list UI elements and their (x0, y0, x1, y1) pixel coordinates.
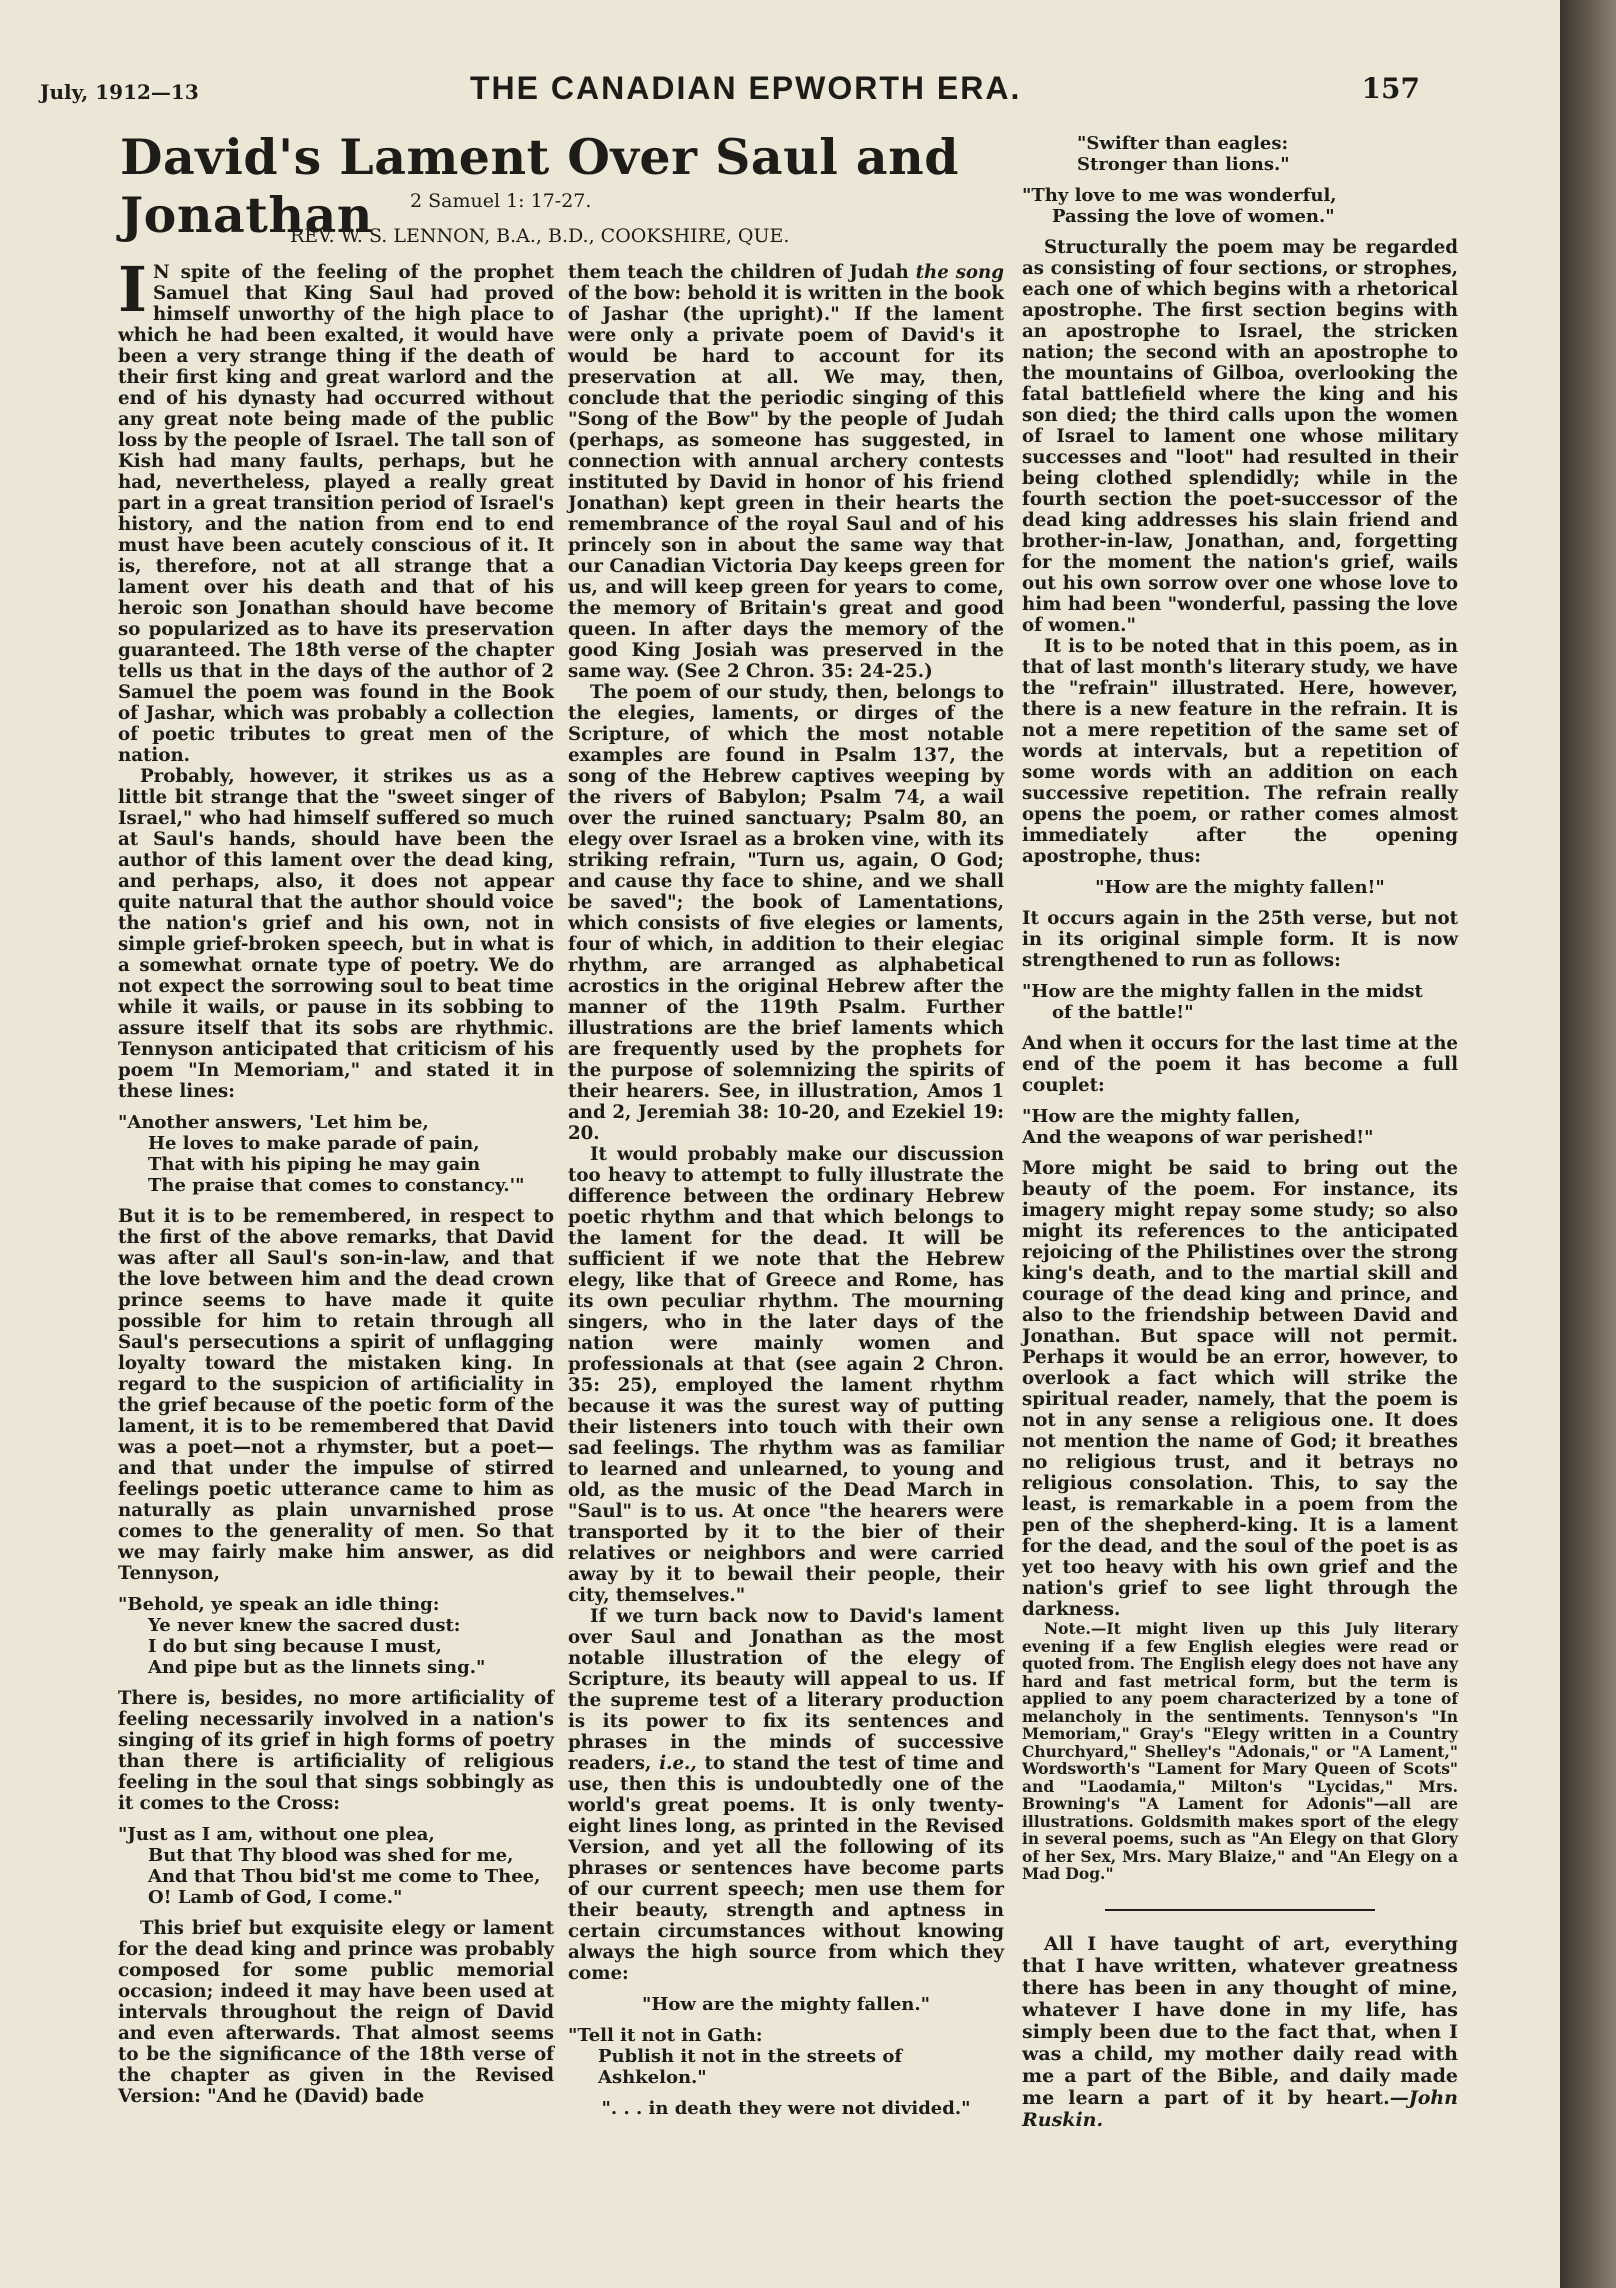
verse-quote: "Another answers, 'Let him be, He loves to make parade of pain, That with his piping he may gain The praise that comes to constancy.'" (118, 1112, 525, 1196)
column-3 (1022, 133, 1458, 2131)
ruskin-quote: All I have taught of art, everything that I have written, whatever greatness there has been in any thought of mine, whatever I have done in my life, has simply been due to the fact that, when I was a child, my mother daily read with me a part of the Bible, and daily made me learn a part of it by heart.—John Ruskin. (1022, 1932, 1458, 2131)
paragraph: It is to be noted that in this poem, as in that of last month's literary study, we have the "refrain" illustrated. Here, however, there is a new feature in the refrain. It is not a mere repetition of the same set of words at intervals, but a repetition of some words with an addition on each successive repetition. The refrain really opens the poem, or rather comes almost immediately after the opening apostrophe, thus: (1022, 636, 1458, 867)
editorial-note: Note.—It might liven up this July literary evening if a few English elegies were read or quoted from. The English elegy does not have any hard and fast metrical form, but the term is applied to any poem characterized by a tone of melancholy in the sentiments. Tennyson's "In Memoriam," Gray's "Elegy written in a Country Churchyard," Shelley's "Adonais," or "A Lament," Wordsworth's "Lament for Mary Queen of Scots" and "Laodamia," Milton's "Lycidas," Mrs. Browning's "A Lament for Adonis"—all are illustrations. Goldsmith makes sport of the elegy in several poems, such as "An Elegy on that Glory of her Sex, Mrs. Mary Blaize," and "An Elegy on a Mad Dog." (1022, 1619, 1458, 1883)
paragraph: I N spite of the feeling of the prophet Samuel that King Saul had proved himself unworthy of the high place to which he had been exalted, it would have been a very strange thing if the death of their first king and great warlord and the end of his dynasty had occurred without any great note being made of the public loss by the people of Israel. The tall son of Kish had many faults, perhaps, but he had, nevertheless, played a really great part in a great transition period of Israel's history, and the nation from end to end must have been acutely conscious of it. It is, therefore, not at all strange that a lament over his death and that of his heroic son Jonathan should have become so popularized as to have its preservation guaranteed. The 18th verse of the chapter tells us that in the days of the author of 2 Samuel the poem was found in the Book of Jashar, which was probably a collection of poetic tributes to great men of the nation. (118, 253, 554, 766)
paragraph: It would probably make our discussion too heavy to attempt to fully illustrate the difference between the ordinary Hebrew poetic rhythm and that which belongs to the lament for the dead. It will be sufficient if we note that the Hebrew elegy, like that of Greece and Rome, has its own peculiar rhythm. The mourning singers, who in the later days of the nation were mainly women and professionals at that (see again 2 Chron. 35: 25), employed the lament rhythm because it was the surest way of putting their listeners into touch with their own sad feelings. The rhythm was as familiar to learned and unlearned, to young and old, as the music of the Dead March in "Saul" is to us. At once "the hearers were transported by it to the bier of their relatives or neighbors and were carried away by it to bewail their people, their city, themselves." (568, 1144, 1004, 1606)
paragraph: It occurs again in the 25th verse, but not in its original simple form. It is now strengthened to run as follows: (1022, 908, 1458, 971)
refrain-quote: "How are the mighty fallen!" (1095, 877, 1385, 898)
column-2 (568, 262, 1004, 2129)
quote-author: John Ruskin. (1022, 2086, 1458, 2131)
paragraph: Probably, however, it strikes us as a little bit strange that the "sweet singer of Israel," who had himself suffered so much at Saul's hands, should have been the author of this lament over the dead king, and perhaps, also, it does not appear quite natural that the author should voice the nation's grief and his own, not in simple grief-broken speech, but in what is a somewhat ornate type of poetry. We do not expect the sorrowing soul to beat time while it wails, or pause in its sobbing to assure itself that its sobs are rhythmic. Tennyson anticipated that criticism of his poem "In Memoriam," and stated it in these lines: (118, 766, 554, 1102)
article-title: David's Lament Over Saul and Jonathan (120, 128, 960, 244)
paragraph: There is, besides, no more artificiality of feeling necessarily involved in a nation's singing of its grief in high forms of poetry than there is artificiality of religious feeling in the soul that sings sobbingly as it comes to the Cross: (118, 1688, 554, 1814)
publication-title: THE CANADIAN EPWORTH ERA. (470, 70, 1022, 106)
drop-cap: I (118, 253, 148, 326)
book-binding (1560, 0, 1616, 2288)
verse-quote: "Just as I am, without one plea, But that Thy blood was shed for me, And that Thou bid'st me come to Thee, O! Lamb of God, I come." (118, 1824, 541, 1908)
paragraph: And when it occurs for the last time at the end of the poem it has become a full couplet: (1022, 1033, 1458, 1096)
refrain-quote: "How are the mighty fallen, And the weapons of war perished!" (1022, 1106, 1374, 1148)
author-byline: REV. W. S. LENNON, B.A., B.D., COOKSHIRE, QUE. (290, 225, 790, 247)
page-number: 157 (1361, 72, 1420, 105)
column-1 (118, 253, 554, 2107)
verse-quote: "Thy love to me was wonderful, Passing the love of women." (1022, 185, 1337, 227)
issue-date: July, 1912—13 (40, 80, 199, 104)
verse-quote: "Behold, ye speak an idle thing: Ye never knew the sacred dust: I do but sing because I must, And pipe but as the linnets sing." (118, 1594, 486, 1678)
verse-quote: "Tell it not in Gath: Publish it not in the streets of Ashkelon." (568, 2025, 903, 2088)
paragraph: If we turn back now to David's lament over Saul and Jonathan as the most notable illustration of the elegy of Scripture, its beauty will appeal to us. If the supreme test of a literary production is its power to fix its sentences and phrases in the minds of successive readers, i.e., to stand the test of time and use, then this is undoubtedly one of the world's great poems. It is only twenty-eight lines long, as printed in the Revised Version, and yet all the following of its phrases or sentences have become parts of our current speech; men use them for their beauty, strength and aptness in certain circumstances without knowing always the high source from which they come: (568, 1606, 1004, 1984)
paragraph: But it is to be remembered, in respect to the first of the above remarks, that David was after all Saul's son-in-law, and that the love between him and the dead crown prince seems to have made it quite possible for him to retain through all Saul's persecutions a spirit of unflagging loyalty toward the mistaken king. In regard to the suspicion of artificiality in the grief because of the poetic form of the lament, it is to be remembered that David was a poet—not a rhymster, but a poet—and that under the impulse of stirred feelings poetic utterance came to him as naturally as plain unvarnished prose comes to the generality of men. So that we may fairly make him answer, as did Tennyson, (118, 1206, 554, 1584)
divider (1105, 1909, 1375, 1911)
paragraph: The poem of our study, then, belongs to the elegies, laments, or dirges of the Scripture, of which the most notable examples are found in Psalm 137, the song of the Hebrew captives weeping by the rivers of Babylon; Psalm 74, a wail over the ruined sanctuary; Psalm 80, an elegy over Israel as a broken vine, with its striking refrain, "Turn us, again, O God; and cause thy face to shine, and we shall be saved"; the book of Lamentations, which consists of five elegies or laments, four of which, in addition to their elegiac rhythm, are arranged as alphabetical acrostics in the original Hebrew after the manner of the 119th Psalm. Further illustrations are the brief laments which are frequently used by the prophets for the purpose of solemnizing the spirits of their hearers. See, in illustration, Amos 1 and 2, Jeremiah 38: 10-20, and Ezekiel 19: 20. (568, 682, 1004, 1144)
running-head (40, 70, 1420, 110)
scripture-reference: 2 Samuel 1: 17-27. (410, 190, 592, 212)
verse-quote: "How are the mighty fallen." (642, 1994, 930, 2015)
paragraph: them teach the children of Judah the song of the bow: behold it is written in the book of Jashar (the upright)." If the lament were only a private poem of David's it would be hard to account for its preservation at all. We may, then, conclude that the periodic singing of this "Song of the Bow" by the people of Judah (perhaps, as someone has suggested, in connection with annual archery contests instituted by David in honor of his friend Jonathan) kept green in their hearts the remembrance of the royal Saul and of his princely son in about the same way that our Canadian Victoria Day keeps green for us, and will keep green for years to come, the memory of Britain's great and good queen. In after days the memory of the good King Josiah was preserved in the same way. (See 2 Chron. 35: 24-25.) (568, 262, 1004, 682)
paragraph: This brief but exquisite elegy or lament for the dead king and prince was probably composed for some public memorial occasion; indeed it may have been used at intervals throughout the reign of David and even afterwards. That almost seems to be the significance of the 18th verse of the chapter as given in the Revised Version: "And he (David) bade (118, 1918, 554, 2107)
paragraph: More might be said to bring out the beauty of the poem. For instance, its imagery might repay some study; so also might its references to the anticipated rejoicing of the Philistines over the strong king's death, and to the martial skill and courage of the dead king and prince, and also to the friendship between David and Jonathan. But space will not permit. Perhaps it would be an error, however, to overlook a fact which will strike the spiritual reader, namely, that the poem is not in any sense a religious one. It does not mention the name of God; it breathes no religious trust, and it betrays no religious consolation. This, to say the least, is remarkable in a poem from the pen of the shepherd-king. It is a lament for the dead, and the soul of the poet is as yet too heavy with his own grief and the nation's grief to see light through the darkness. (1022, 1158, 1458, 1620)
verse-quote: "Swifter than eagles: Stronger than lions." (1077, 133, 1290, 175)
paragraph: Structurally the poem may be regarded as consisting of four sections, or strophes, each one of which begins with a rhetorical apostrophe. The first section begins with an apostrophe to Israel, the stricken nation; the second with an apostrophe to the mountains of Gilboa, overlooking the fatal battlefield where the king and his son died; the third calls upon the women of Israel to lament one whose military successes and "loot" had resulted in their being clothed splendidly; while in the fourth section the poet-successor of the dead king addresses his slain friend and brother-in-law, Jonathan, and, forgetting for the moment the nation's grief, wails out his own sorrow over one whose love to him had been "wonderful, passing the love of women." (1022, 237, 1458, 636)
verse-quote: ". . . in death they were not divided." (601, 2098, 971, 2119)
refrain-quote: "How are the mighty fallen in the midst of the battle!" (1022, 981, 1423, 1023)
